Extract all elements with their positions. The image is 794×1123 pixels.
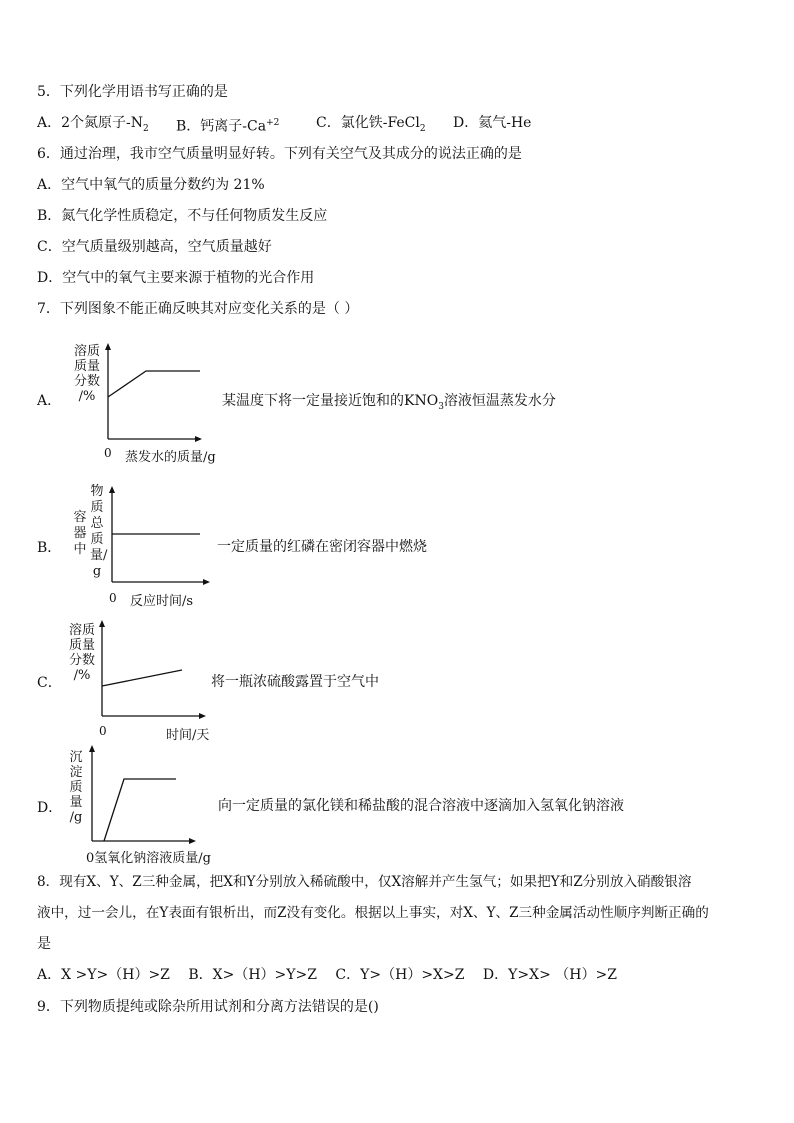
graph-d-curve: [104, 779, 176, 841]
graph-c-curve: [102, 670, 182, 686]
graph-c-origin: 0: [99, 724, 107, 738]
graph-d-plot: [88, 745, 200, 845]
q9-stem: 9．下列物质提纯或除杂所用试剂和分离方法错误的是(): [37, 999, 379, 1015]
graph-a-origin: 0: [104, 446, 112, 460]
graph-a-plot: [104, 343, 204, 443]
q8-options: A．X >Y>（H）>Z B．X>（H）>Y>Z C．Y>（H）>X>Z D．Y>X> （H）>Z: [37, 967, 617, 983]
graph-c-x-arrow: [199, 713, 206, 719]
graph-b-y-arrow: [109, 486, 115, 493]
graph-a-letter: A．: [37, 393, 62, 409]
graph-d-letter: D．: [37, 800, 63, 816]
graph-d-ylabel: 沉 淀 质 量 /g: [69, 750, 83, 825]
q6-option-a: A．空气中氧气的质量分数约为 21%: [37, 177, 265, 193]
graph-d-xlabel-line: [86, 847, 211, 866]
graph-b-plot: [108, 486, 212, 586]
graph-a-curve: [108, 371, 200, 397]
q8-line-1: 8．现有X、Y、Z三种金属，把X和Y分别放入稀硫酸中，仅X溶解并产生氢气；如果把Y和Z分别放入硝酸银溶: [37, 874, 692, 890]
graph-b-ylabel-col2: 物质总质量/g: [90, 484, 108, 579]
q8-line-2: 液中，过一会儿，在Y表面有银析出，而Z没有变化。根据以上事实，对X、Y、Z三种金属活动性顺序判断正确的: [37, 905, 709, 921]
q6-option-d: D．空气中的氧气主要来源于植物的光合作用: [37, 270, 315, 286]
graph-c-xlabel: 时间/天: [166, 728, 210, 743]
q6-option-c: C．空气质量级别越高，空气质量越好: [37, 239, 272, 255]
graph-d-y-arrow: [89, 745, 95, 752]
graph-b-letter: B．: [37, 540, 62, 556]
graph-c-description: 将一瓶浓硫酸露置于空气中: [211, 674, 379, 690]
q6-stem: 6．通过治理，我市空气质量明显好转。下列有关空气及其成分的说法正确的是: [37, 146, 522, 162]
q5-option-b: B．钙离子$-Ca^{+2}$: [176, 118, 280, 135]
graph-d-xlabel: 氢氧化钠溶液质量/g: [94, 851, 211, 866]
graph-b-description: 一定质量的红磷在密闭容器中燃烧: [217, 539, 427, 555]
q5-option-c: C．氯化铁-FeCl$_2$: [316, 115, 426, 134]
graph-b-origin: 0: [109, 591, 117, 605]
q5-option-d: D．氦气-He: [453, 115, 532, 131]
graph-a-xlabel: 蒸发水的质量/g: [125, 450, 216, 465]
graph-c-y-arrow: [99, 620, 105, 627]
graph-a-y-arrow: [105, 343, 111, 350]
graph-b-ylabel-col1: 容器中: [73, 510, 87, 557]
graph-d-origin: 0: [86, 851, 95, 866]
graph-b-x-arrow: [203, 579, 210, 585]
q8-line-3: 是: [37, 936, 51, 952]
graph-d-x-arrow: [189, 838, 196, 844]
graph-a-ylabel: 溶质 质量 分数 /%: [73, 344, 100, 404]
q5-stem: 5．下列化学用语书写正确的是: [37, 84, 228, 100]
graph-a-x-arrow: [195, 436, 202, 442]
graph-a-description: 某温度下将一定量接近饱和的$KNO_3$溶液恒温蒸发水分: [222, 393, 556, 412]
q6-option-b: B．氮气化学性质稳定，不与任何物质发生反应: [37, 208, 328, 224]
graph-c-plot: [98, 620, 208, 720]
q7-stem: 7．下列图象不能正确反映其对应变化关系的是（ ）: [37, 301, 359, 317]
graph-c-ylabel: 溶质 质量 分数 /%: [68, 623, 95, 683]
graph-c-letter: C．: [37, 675, 62, 691]
graph-d-description: 向一定质量的氯化镁和稀盐酸的混合溶液中逐滴加入氢氧化钠溶液: [218, 798, 624, 814]
graph-b-xlabel: 反应时间/s: [130, 594, 194, 609]
q5-option-a: A．2个氮原子$-N_2$: [37, 115, 149, 134]
